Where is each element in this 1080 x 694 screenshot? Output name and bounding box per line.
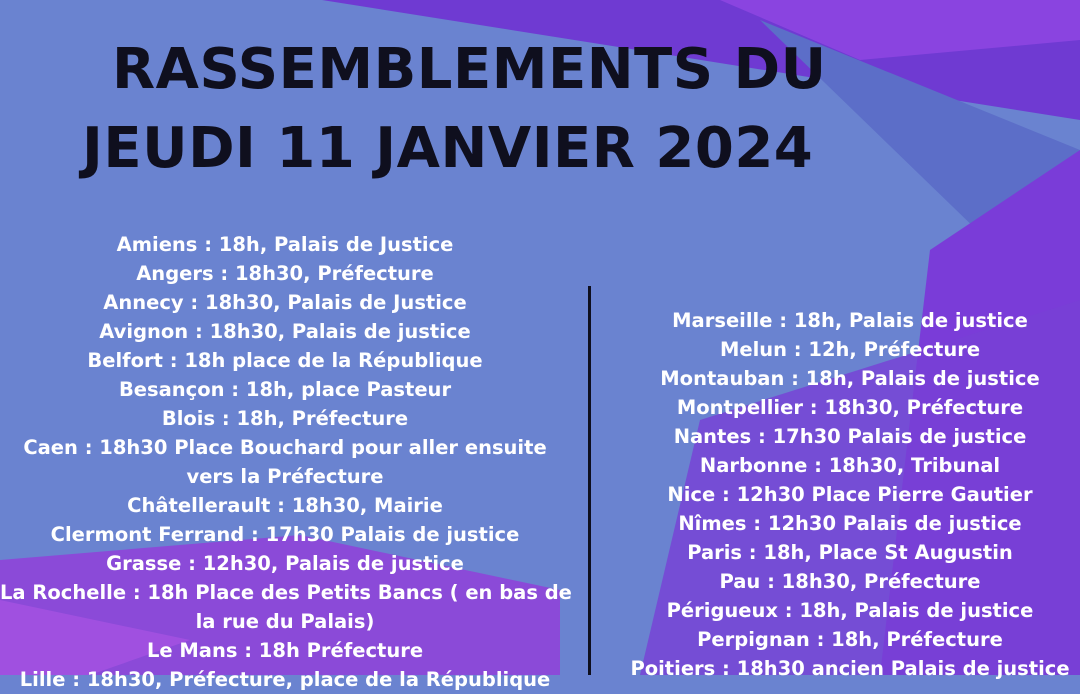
column-divider	[588, 286, 591, 675]
list-item: Châtellerault : 18h30, Mairie	[127, 494, 443, 517]
page-title-line-2: JEUDI 11 JANVIER 2024	[82, 116, 814, 181]
list-item: Avignon : 18h30, Palais de justice	[99, 320, 471, 343]
list-item: la rue du Palais)	[195, 610, 375, 633]
list-item: vers la Préfecture	[186, 465, 384, 488]
list-item: Melun : 12h, Préfecture	[719, 338, 981, 361]
list-item: Clermont Ferrand : 17h30 Palais de justice	[50, 523, 520, 546]
list-item: Nantes : 17h30 Palais de justice	[673, 425, 1027, 448]
list-item: Paris : 18h, Place St Augustin	[687, 541, 1013, 564]
list-item: Montpellier : 18h30, Préfecture	[676, 396, 1024, 419]
list-item: Annecy : 18h30, Palais de Justice	[103, 291, 467, 314]
list-item: Nice : 12h30 Place Pierre Gautier	[667, 483, 1033, 506]
list-item: Narbonne : 18h30, Tribunal	[699, 454, 1001, 477]
list-item: Marseille : 18h, Palais de justice	[672, 309, 1028, 332]
list-item: Lille : 18h30, Préfecture, place de la République	[19, 668, 551, 691]
list-item: Caen : 18h30 Place Bouchard pour aller ensuite	[23, 436, 547, 459]
list-item: Besançon : 18h, place Pasteur	[118, 378, 452, 401]
list-item: Perpignan : 18h, Préfecture	[697, 628, 1003, 651]
list-item: Montauban : 18h, Palais de justice	[660, 367, 1040, 390]
list-item: Le Mans : 18h Préfecture	[146, 639, 424, 662]
list-item: Angers : 18h30, Préfecture	[136, 262, 434, 285]
list-item: Belfort : 18h place de la République	[87, 349, 483, 372]
list-item: Périgueux : 18h, Palais de justice	[666, 599, 1034, 622]
list-item: Pau : 18h30, Préfecture	[719, 570, 981, 593]
list-item: Nîmes : 12h30 Palais de justice	[678, 512, 1022, 535]
right-city-list	[615, 306, 1080, 683]
list-item: Amiens : 18h, Palais de Justice	[116, 233, 454, 256]
left-city-list	[0, 230, 570, 694]
list-item: La Rochelle : 18h Place des Petits Bancs ( en bas de	[0, 581, 572, 604]
page-title-line-1: RASSEMBLEMENTS DU	[112, 37, 827, 102]
list-item: Blois : 18h, Préfecture	[161, 407, 409, 430]
list-item: Poitiers : 18h30 ancien Palais de justice	[630, 657, 1070, 680]
list-item: Grasse : 12h30, Palais de justice	[106, 552, 464, 575]
